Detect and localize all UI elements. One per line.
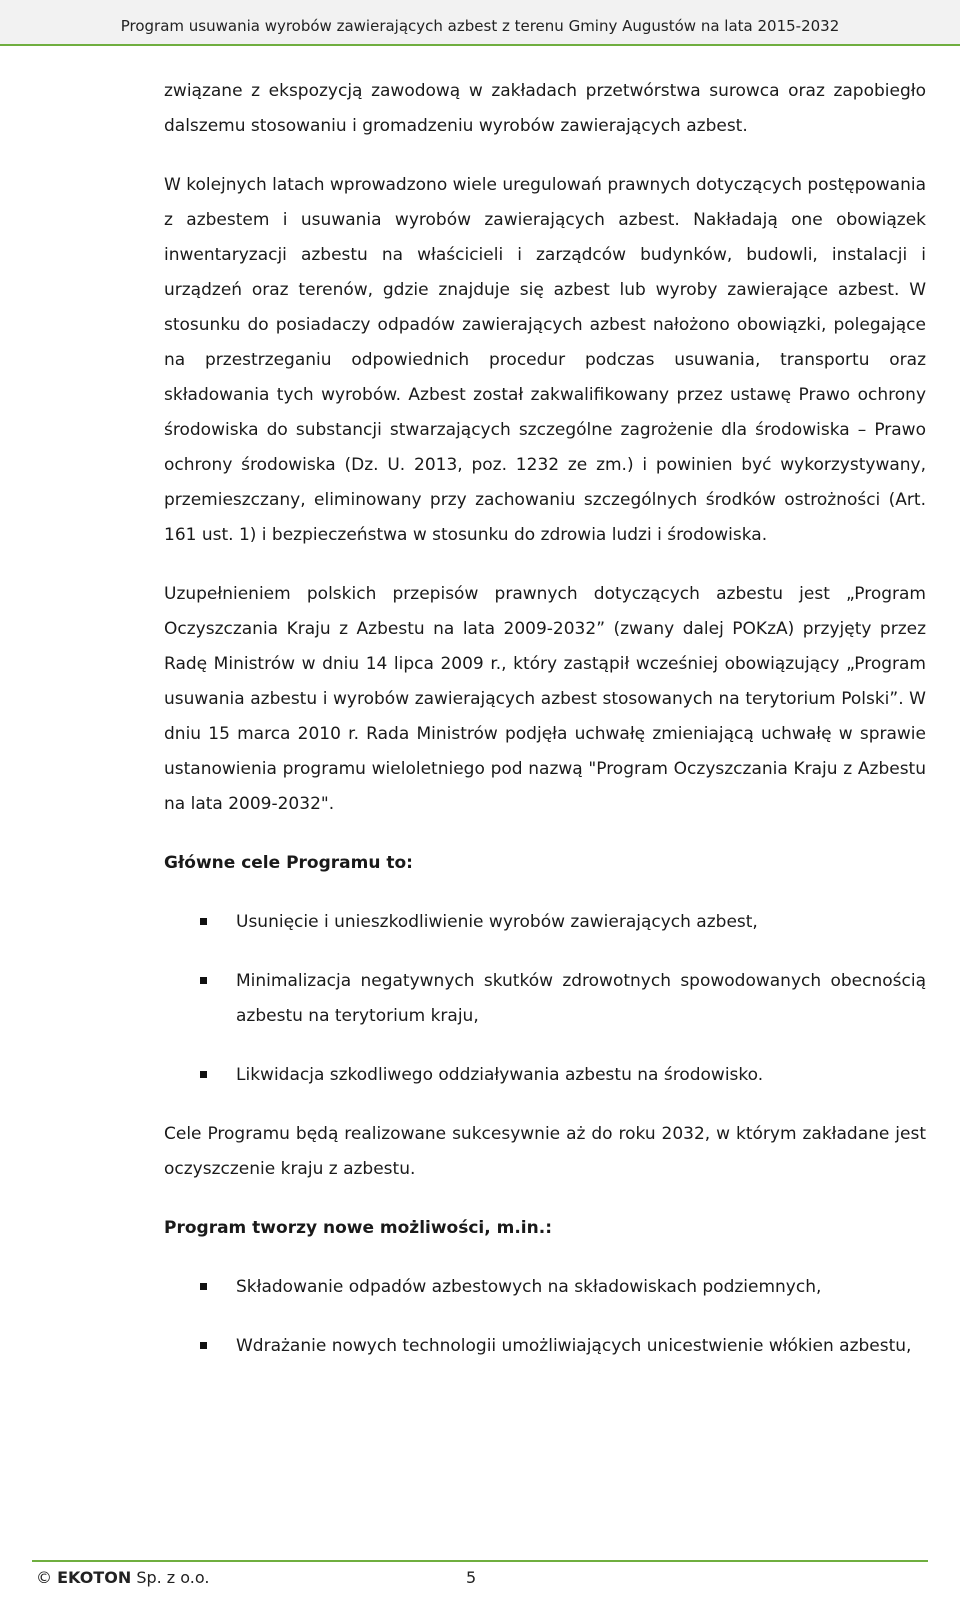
square-bullet-icon (200, 977, 207, 984)
list-item-text: Składowanie odpadów azbestowych na składowiskach podziemnych, (236, 1277, 822, 1297)
list-item (164, 1270, 926, 1305)
square-bullet-icon (200, 1283, 207, 1290)
square-bullet-icon (200, 1342, 207, 1349)
list-item (164, 905, 926, 940)
company-suffix: Sp. z o.o. (136, 1568, 210, 1587)
closing-paragraph: Cele Programu będą realizowane sukcesywnie aż do roku 2032, w którym zakładane jest oczyszczenie kraju z azbestu. (164, 1124, 926, 1179)
list-item-text: Minimalizacja negatywnych skutków zdrowotnych spowodowanych obecnością azbestu na terytorium kraju, (236, 971, 926, 1026)
list-item (164, 1058, 926, 1093)
document-body (164, 74, 926, 1388)
paragraph-3: Uzupełnieniem polskich przepisów prawnych dotyczących azbestu jest „Program Oczyszczania Kraju z Azbestu na lata 2009-2032” (zwany dalej POKzA) przyjęty przez Radę Ministrów w dniu 14 lipca 2009 r., który zastąpił wcześniej obowiązujący „Program usuwania azbestu i wyrobów zawierających azbest stosowanych na terytorium Polski”. W dniu 15 marca 2010 r. Rada Ministrów podjęła uchwałę zmieniającą uchwałę w sprawie ustanowienia programu wieloletniego pod nazwą "Program Oczyszczania Kraju z Azbestu na lata 2009-2032". (164, 584, 926, 814)
copyright-icon: © (36, 1568, 52, 1587)
square-bullet-icon (200, 918, 207, 925)
header-title: Program usuwania wyrobów zawierających azbest z terenu Gminy Augustów na lata 2015-2032 (120, 17, 840, 35)
paragraph-1: związane z ekspozycją zawodową w zakładach przetwórstwa surowca oraz zapobiegło dalszemu stosowaniu i gromadzeniu wyrobów zawierających azbest. (164, 81, 926, 136)
opportunities-heading: Program tworzy nowe możliwości, m.in.: (164, 1218, 552, 1238)
list-item-text: Wdrażanie nowych technologii umożliwiających unicestwienie włókien azbestu, (236, 1336, 912, 1356)
square-bullet-icon (200, 1071, 207, 1078)
list-item-text: Likwidacja szkodliwego oddziaływania azbestu na środowisko. (236, 1065, 764, 1085)
list-item (164, 1329, 926, 1364)
paragraph-2: W kolejnych latach wprowadzono wiele uregulowań prawnych dotyczących postępowania z azbestem i usuwania wyrobów zawierających azbest. Nakładają one obowiązek inwentaryzacji azbestu na właścicieli i zarządców budynków, budowli, instalacji i urządzeń oraz terenów, gdzie znajduje się azbest lub wyroby zawierające azbest. W stosunku do posiadaczy odpadów zawierających azbest nałożono obowiązki, polegające na przestrzeganiu odpowiednich procedur podczas usuwania, transportu oraz składowania tych wyrobów. Azbest został zakwalifikowany przez ustawę Prawo ochrony środowiska do substancji stwarzających szczególne zagrożenie dla środowiska – Prawo ochrony środowiska (Dz. U. 2013, poz. 1232 ze zm.) i powinien być wykorzystywany, przemieszczany, eliminowany przy zachowaniu szczególnych środków ostrożności (Art. 161 ust. 1) i bezpieczeństwa w stosunku do zdrowia ludzi i środowiska. (164, 175, 926, 545)
company-name: EKOTON (57, 1568, 132, 1587)
list-item (164, 964, 926, 1034)
running-header (0, 0, 960, 46)
opportunities-list (164, 1270, 926, 1364)
footer-company (36, 1562, 209, 1594)
list-item-text: Usunięcie i unieszkodliwienie wyrobów zawierających azbest, (236, 912, 758, 932)
goals-heading: Główne cele Programu to: (164, 853, 413, 873)
goals-list (164, 905, 926, 1093)
page-number: 5 (466, 1568, 477, 1587)
